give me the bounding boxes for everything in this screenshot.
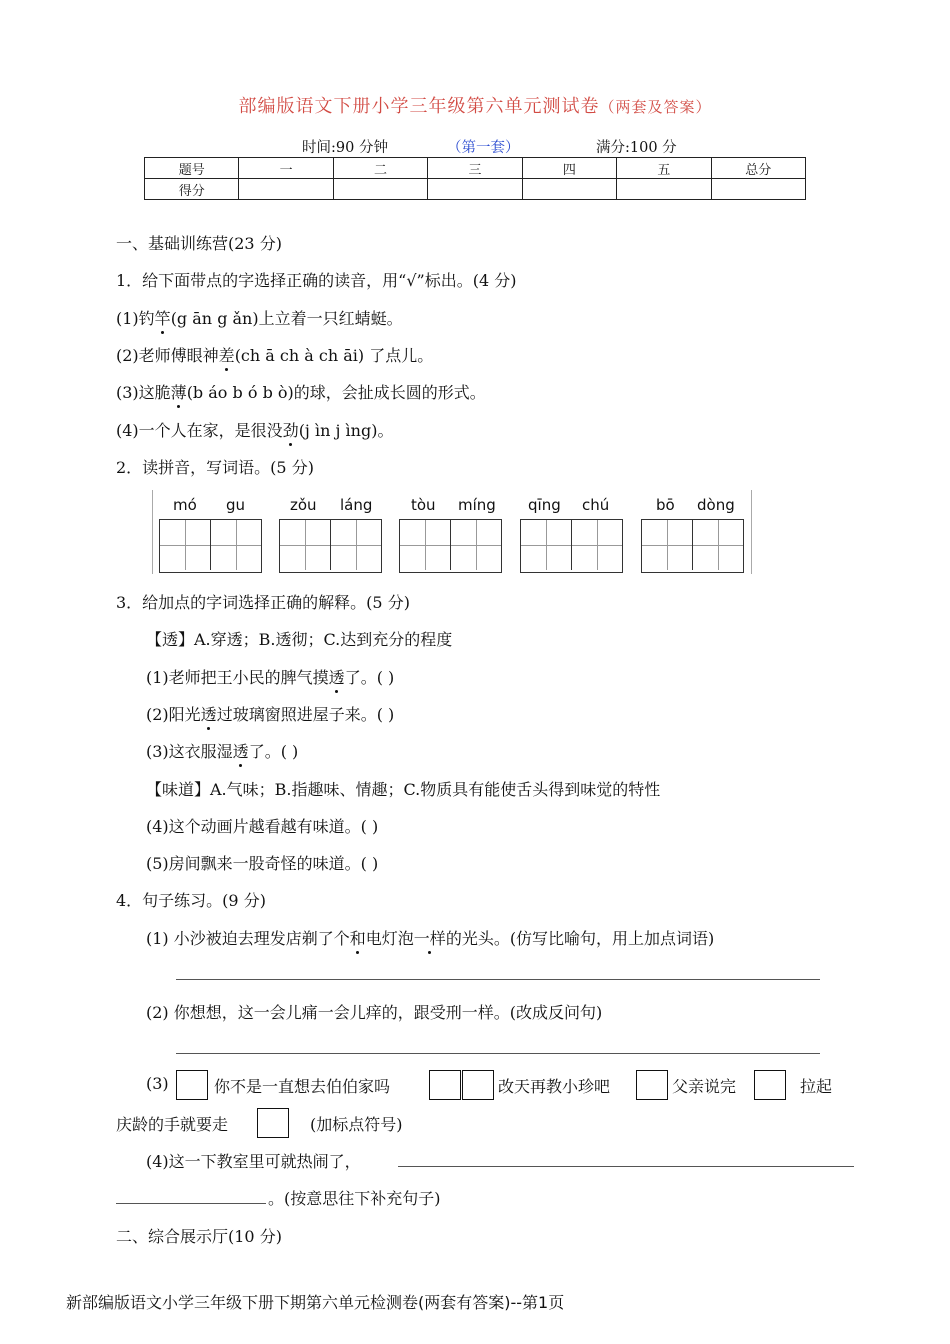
pinyin-syllable: míng (458, 496, 496, 514)
tian-cell[interactable] (400, 520, 451, 570)
page-footer: 新部编版语文小学三年级下册下期第六单元检测卷(两套有答案)--第1页 (66, 1293, 565, 1312)
dotted-char: 透 (329, 665, 345, 688)
pinyin-syllable: bō (656, 496, 675, 514)
exam-full-score: 满分:100 分 (596, 140, 677, 156)
section-2-heading: 二、综合展示厅(10 分) (116, 1227, 282, 1246)
table-row-label: 得分 (145, 179, 239, 200)
dotted-char: 透 (233, 739, 249, 762)
score-table-header-row (145, 158, 806, 179)
q4-stem: 4．句子练习。(9 分) (116, 891, 266, 910)
q4-s3-text-1: 你不是一直想去伯伯家吗 (214, 1077, 391, 1096)
punctuation-box[interactable] (462, 1070, 494, 1100)
pinyin-syllable: tòu (411, 496, 436, 514)
tian-cell[interactable] (693, 520, 743, 570)
title-main: 部编版语文下册小学三年级第六单元测试卷 (238, 96, 600, 117)
q4-s3-text-2: 改天再教小珍吧 (498, 1077, 611, 1096)
score-cell[interactable] (522, 179, 616, 200)
score-cell[interactable] (617, 179, 711, 200)
writing-grid[interactable] (641, 519, 744, 573)
writing-grid[interactable] (159, 519, 262, 573)
q1-item-3: (3)这脆薄(b áo b ó b ò)的球，会扯成长圆的形式。 (116, 380, 486, 403)
tian-cell[interactable] (280, 520, 331, 570)
punctuation-box[interactable] (257, 1108, 289, 1138)
q4-s3-text-4: 拉起 (800, 1077, 833, 1096)
table-header-cell: 题号 (145, 158, 239, 179)
q3-item-5: (5)房间飘来一股奇怪的味道。( ) (146, 854, 379, 873)
pinyin-syllable: mó (173, 496, 197, 514)
punctuation-box[interactable] (176, 1070, 208, 1100)
q1-stem: 1．给下面带点的字选择正确的读音，用“√”标出。(4 分) (116, 271, 517, 290)
tian-cell[interactable] (211, 520, 261, 570)
table-header-cell: 三 (428, 158, 522, 179)
answer-line[interactable] (176, 1053, 820, 1054)
q4-s3-instruction: (加标点符号) (310, 1115, 403, 1134)
table-header-cell: 五 (617, 158, 711, 179)
score-table (144, 157, 806, 200)
dotted-char: 和 (350, 926, 366, 949)
q4-s3-text-5: 庆龄的手就要走 (116, 1115, 229, 1134)
q3-item-4: (4)这个动画片越看越有味道。( ) (146, 817, 379, 836)
exam-time: 时间:90 分钟 (302, 140, 388, 156)
pinyin-syllable: qīng (528, 496, 561, 514)
pinyin-syllable: gu (226, 496, 246, 514)
pinyin-syllable: láng (340, 496, 373, 514)
dotted-char: 劲 (283, 418, 299, 441)
dotted-char: 透 (201, 702, 217, 725)
score-cell[interactable] (239, 179, 333, 200)
tian-cell[interactable] (572, 520, 622, 570)
answer-line[interactable] (176, 979, 820, 980)
section-1-heading: 一、基础训练营(23 分) (116, 234, 282, 253)
q3-definition-tou: 【透】A.穿透；B.透彻；C.达到充分的程度 (146, 630, 453, 649)
answer-line[interactable] (116, 1203, 266, 1204)
q1-item-2: (2)老师傅眼神差(ch ā ch à ch āi) 了点儿。 (116, 343, 433, 366)
dotted-char: 竿 (155, 306, 171, 329)
q3-definition-weidao: 【味道】A.气味；B.指趣味、情趣；C.物质具有能使舌头得到味觉的特性 (146, 780, 661, 799)
q3-item-2: (2)阳光透过玻璃窗照进屋子来。( ) (146, 702, 394, 725)
q1-item-4: (4)一个人在家，是很没劲(j ìn j ìng)。 (116, 418, 393, 441)
q4-s3-text-3: 父亲说完 (672, 1077, 737, 1096)
document-title (0, 92, 950, 118)
tian-cell[interactable] (642, 520, 693, 570)
writing-grid[interactable] (399, 519, 502, 573)
score-cell[interactable] (711, 179, 805, 200)
q3-item-1: (1)老师把王小民的脾气摸透了。( ) (146, 665, 394, 688)
pinyin-syllable: chú (582, 496, 610, 514)
exam-set: （第一套） (447, 140, 520, 156)
title-sub: （两套及答案） (599, 98, 712, 116)
writing-grid[interactable] (279, 519, 382, 573)
score-table-score-row (145, 179, 806, 200)
q4-s4-instruction: 。(按意思往下补充句子) (268, 1189, 441, 1208)
tian-cell[interactable] (521, 520, 572, 570)
score-cell[interactable] (428, 179, 522, 200)
dotted-char: 差 (219, 343, 235, 366)
q4-s3-label: (3) (146, 1074, 169, 1093)
q4-sentence-2: (2) 你想想，这一会儿痛一会儿痒的，跟受刑一样。(改成反问句) (146, 1003, 603, 1022)
score-cell[interactable] (333, 179, 427, 200)
tian-cell[interactable] (160, 520, 211, 570)
tian-cell[interactable] (331, 520, 381, 570)
table-header-cell: 二 (333, 158, 427, 179)
pinyin-syllable: zǒu (290, 496, 317, 514)
table-header-cell: 总分 (711, 158, 805, 179)
q2-stem: 2．读拼音，写词语。(5 分) (116, 458, 314, 477)
punctuation-box[interactable] (429, 1070, 461, 1100)
q4-s4-text: (4)这一下教室里可就热闹了， (146, 1152, 361, 1171)
dotted-char: 薄 (171, 380, 187, 403)
tian-cell[interactable] (451, 520, 501, 570)
answer-line[interactable] (398, 1166, 854, 1167)
punctuation-box[interactable] (636, 1070, 668, 1100)
writing-grid[interactable] (520, 519, 623, 573)
table-header-cell: 四 (522, 158, 616, 179)
table-header-cell: 一 (239, 158, 333, 179)
q1-item-1: (1)钓竿(g ān g ǎn)上立着一只红蜻蜓。 (116, 306, 403, 329)
dotted-char: 一样 (414, 926, 446, 949)
q4-sentence-1: (1) 小沙被迫去理发店剃了个和电灯泡一样的光头。(仿写比喻句，用上加点词语) (146, 926, 714, 949)
pinyin-syllable: dòng (697, 496, 735, 514)
q3-stem: 3．给加点的字词选择正确的解释。(5 分) (116, 593, 410, 612)
punctuation-box[interactable] (754, 1070, 786, 1100)
q3-item-3: (3)这衣服湿透了。( ) (146, 739, 298, 762)
